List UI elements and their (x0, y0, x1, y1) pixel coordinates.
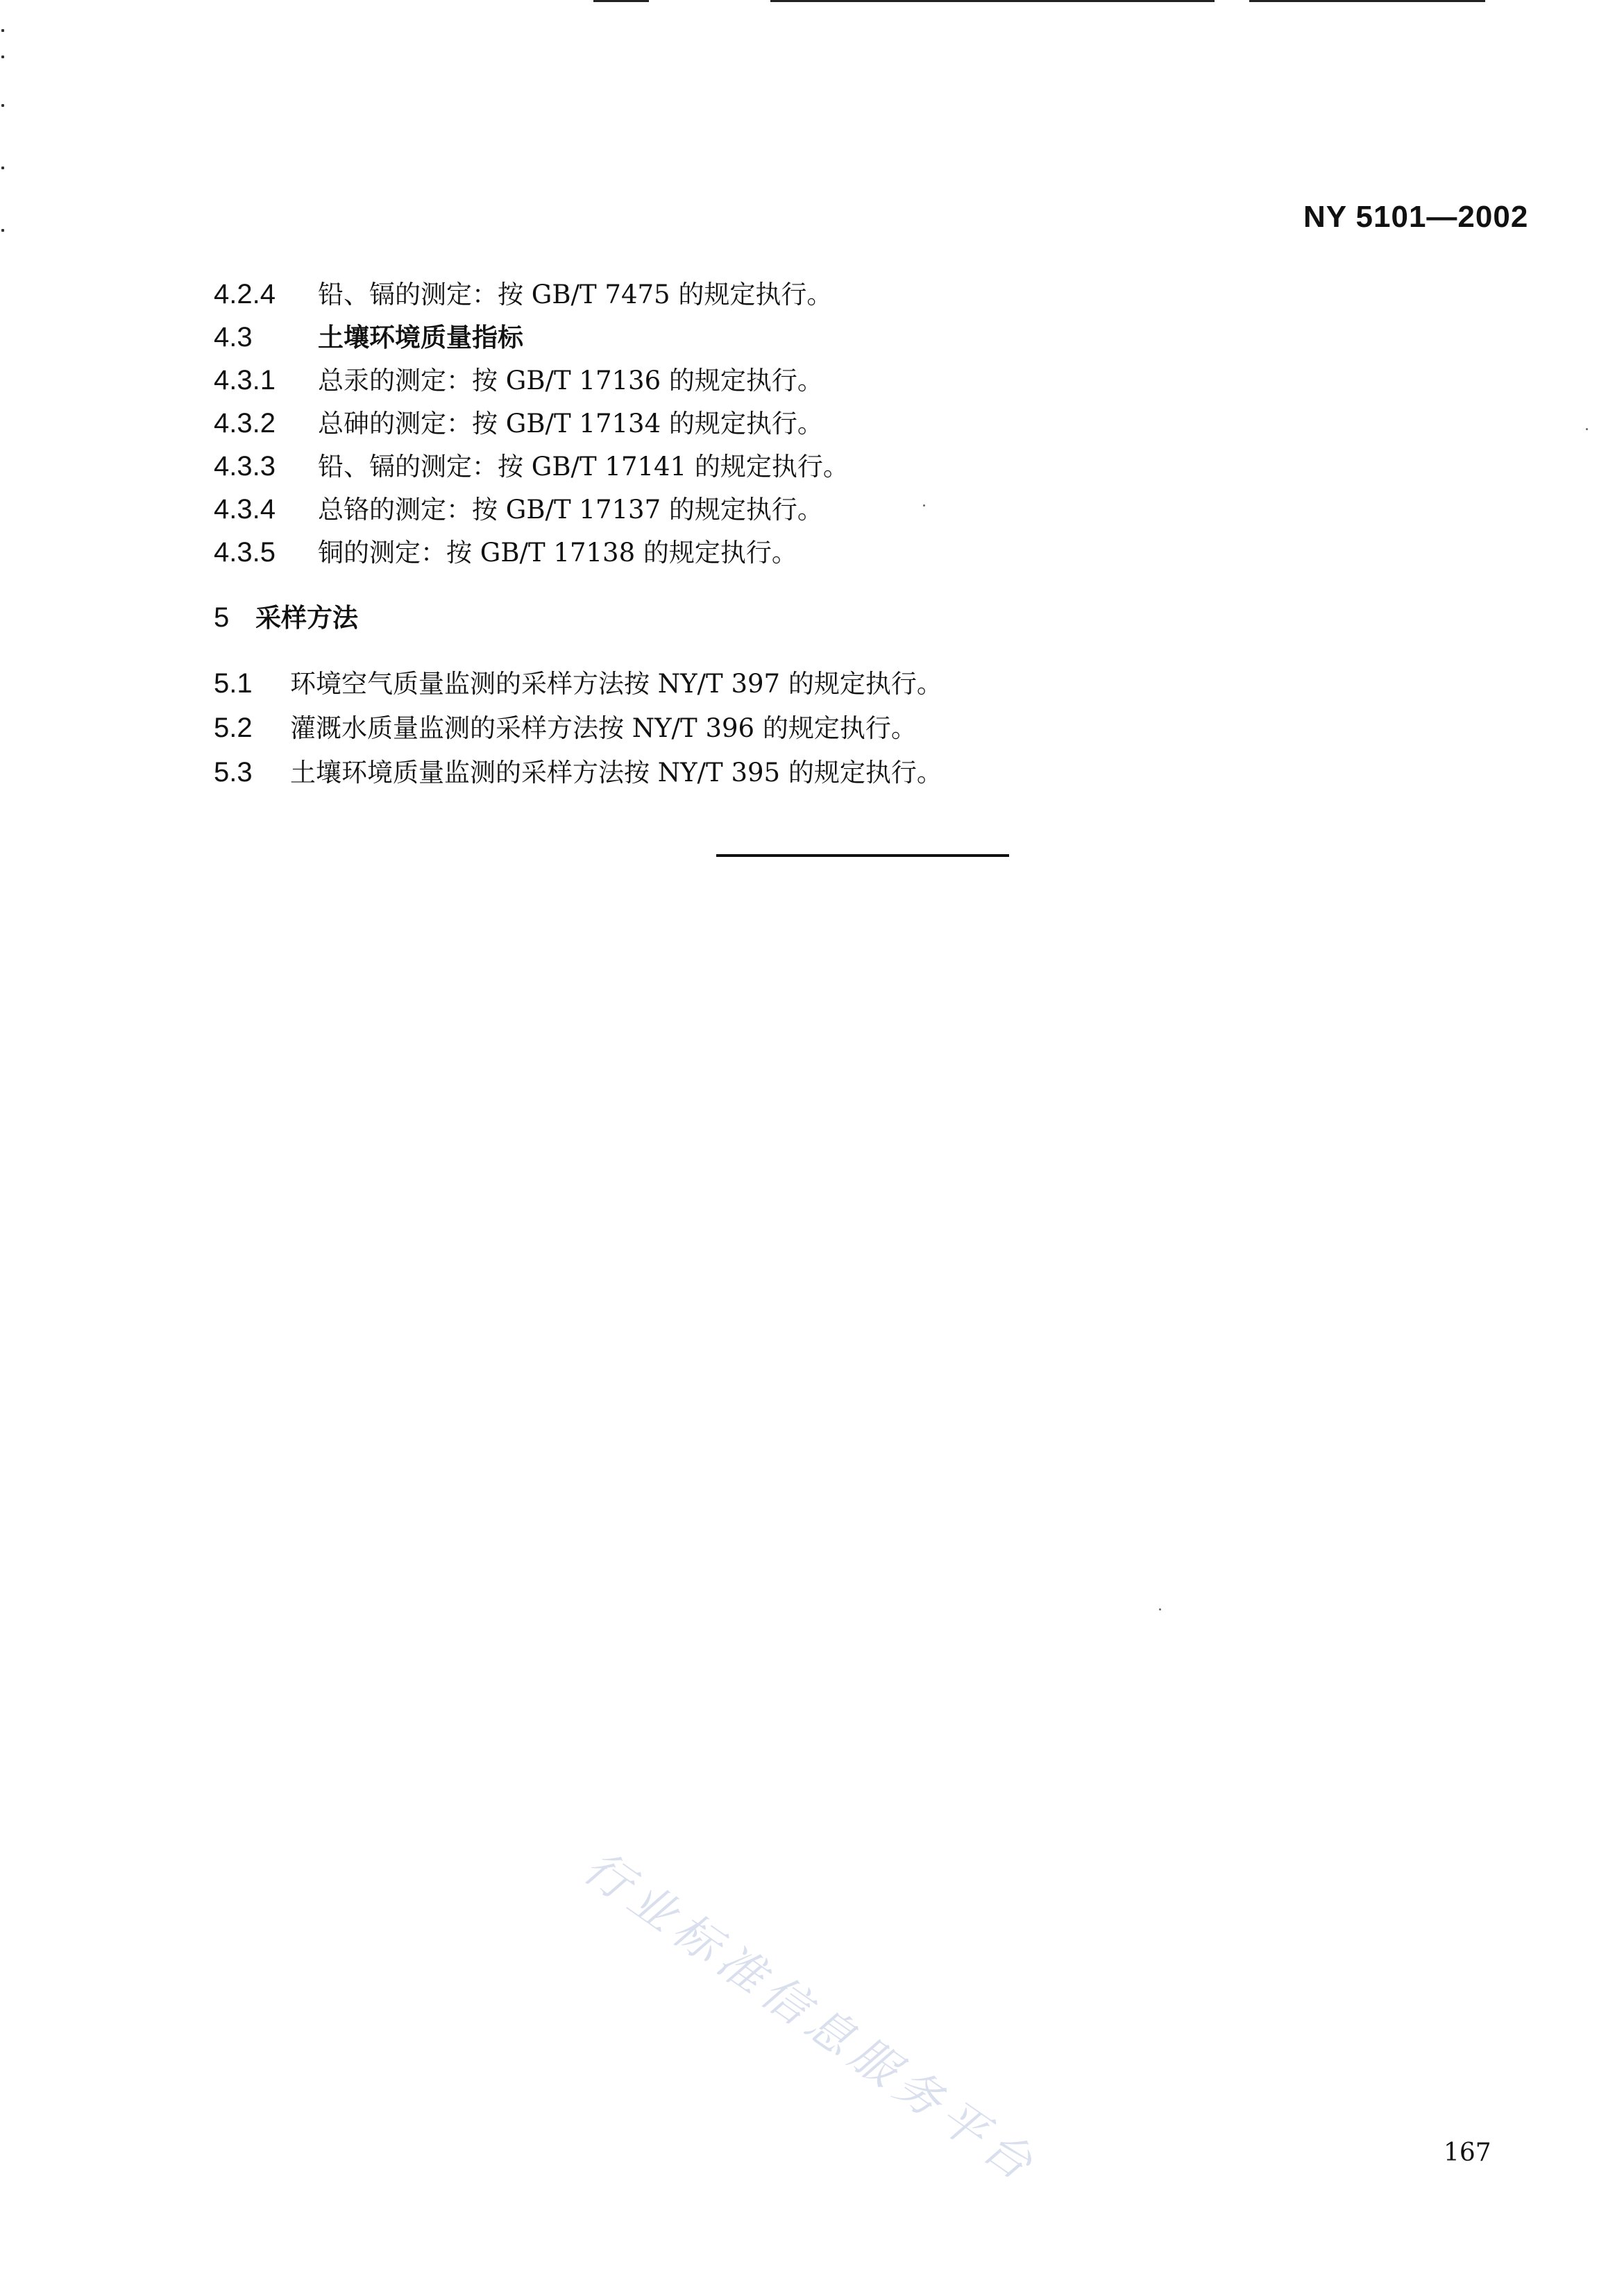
clause-line (214, 488, 823, 526)
clause-number: 4.3.5 (214, 537, 276, 568)
clause-line (214, 445, 849, 483)
clause-line (214, 707, 917, 745)
clause-line (214, 402, 823, 440)
scan-speck (1159, 1608, 1161, 1610)
section-heading (214, 597, 358, 634)
clause-text: 总铬的测定：按 GB/T 17137 的规定执行。 (318, 495, 823, 525)
page-number: 167 (1444, 2138, 1491, 2167)
clause-number: 5.3 (214, 757, 253, 788)
clause-text: 土壤环境质量监测的采样方法按 NY/T 395 的规定执行。 (290, 758, 942, 788)
scan-top-line-1 (593, 0, 649, 2)
clause-line (214, 663, 942, 700)
clause-line (214, 532, 797, 569)
clause-text: 铅、镉的测定：按 GB/T 17141 的规定执行。 (318, 452, 849, 482)
scan-speck (923, 504, 925, 507)
scan-edge-mark (1, 29, 4, 32)
clause-number: 4.3.4 (214, 494, 276, 525)
clause-line (214, 273, 832, 311)
clause-number: 4.2.4 (214, 279, 276, 309)
scan-edge-mark (1, 167, 4, 169)
clause-number: 5.1 (214, 668, 253, 699)
clause-text: 铜的测定：按 GB/T 17138 的规定执行。 (318, 538, 797, 568)
clause-number: 4.3.1 (214, 365, 276, 396)
scan-top-line-2 (770, 0, 1215, 2)
clause-text: 灌溉水质量监测的采样方法按 NY/T 396 的规定执行。 (290, 713, 917, 743)
clause-text: 总汞的测定：按 GB/T 17136 的规定执行。 (318, 366, 823, 396)
scan-top-line-3 (1249, 0, 1485, 2)
clause-number: 4.3.3 (214, 451, 276, 482)
standard-id: NY 5101—2002 (1303, 200, 1529, 234)
scan-edge-mark (1, 104, 4, 107)
clause-number: 5.2 (214, 713, 253, 743)
clause-number: 4.3 (214, 322, 253, 352)
section-number: 5 (214, 602, 230, 633)
clause-heading-line (214, 316, 523, 354)
clause-text: 铅、镉的测定：按 GB/T 7475 的规定执行。 (318, 280, 833, 309)
scan-edge-mark (1, 56, 4, 58)
scan-speck (1586, 428, 1588, 430)
clause-text: 总砷的测定：按 GB/T 17134 的规定执行。 (318, 409, 823, 439)
clause-line (214, 359, 823, 397)
clause-heading: 土壤环境质量指标 (318, 323, 523, 352)
clause-line (214, 751, 942, 789)
scan-edge-mark (1, 229, 4, 232)
section-title: 采样方法 (255, 603, 358, 633)
clause-text: 环境空气质量监测的采样方法按 NY/T 397 的规定执行。 (290, 669, 942, 699)
watermark: 行业标准信息服务平台 (574, 1840, 1049, 2195)
clause-number: 4.3.2 (214, 408, 276, 439)
end-of-document-rule (716, 854, 1009, 857)
